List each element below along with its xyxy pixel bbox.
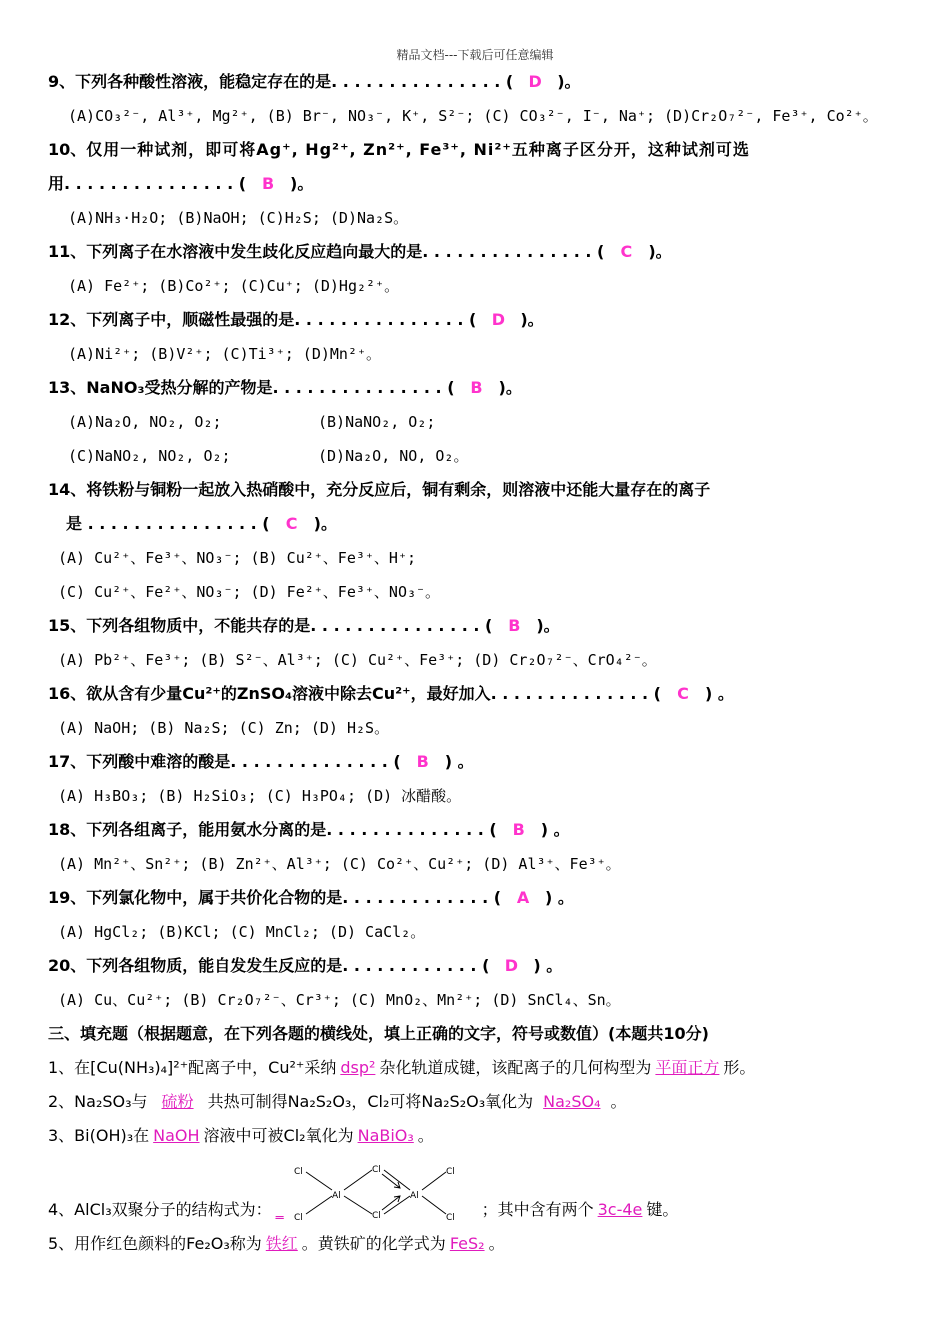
question-stem: 下列各组离子，能用氨水分离的是. . . . . . . . . . . . . . ( (86, 820, 497, 839)
fill-pre: 1、在[Cu(NH₃)₄]²⁺配离子中，Cu²⁺采纳 (48, 1058, 337, 1077)
fill-pre: 2、Na₂SO₃与 (48, 1092, 148, 1111)
question-tail: ) 。 (704, 684, 734, 703)
question-stem: 下列离子中，顺磁性最强的是. . . . . . . . . . . . . . . ( (86, 310, 477, 329)
options: (A)Ni²⁺; (B)V²⁺; (C)Ti³⁺; (D)Mn²⁺。 (68, 345, 382, 363)
al2cl6-structure-diagram (290, 1162, 480, 1226)
question-tail: )。 (536, 616, 560, 635)
question-12 (48, 310, 908, 330)
question-number: 16、 (48, 684, 87, 703)
answer-letter: B (512, 820, 525, 839)
question-10 (48, 140, 908, 160)
question-number: 19、 (48, 888, 87, 907)
question-tail: ) 。 (533, 956, 563, 975)
atom-label: Al (409, 1191, 419, 1201)
fill-blank: Na₂SO₄ (543, 1092, 601, 1111)
fill-blank: 硫粉 (161, 1092, 194, 1111)
answer-letter: D (528, 72, 542, 91)
answer-letter: C (620, 242, 633, 261)
answer-letter: B (416, 752, 429, 771)
fill-pre: 3、Bi(OH)₃在 (48, 1126, 150, 1145)
fill-post: 。 (488, 1234, 505, 1253)
options-row (68, 446, 908, 466)
question-tail: )。 (290, 174, 314, 193)
page-header: 精品文档---下载后可任意编辑 (396, 48, 554, 62)
question-9 (48, 72, 908, 92)
fill-blank: NaOH (153, 1126, 200, 1145)
question-number: 10、 (48, 140, 87, 159)
option-b: (B)NaNO₂, O₂; (318, 413, 436, 431)
fill-blank: NaBiO₃ (357, 1126, 414, 1145)
question-stem: 下列各种酸性溶液，能稳定存在的是. . . . . . . . . . . . . . . ( (75, 72, 514, 91)
question-number: 18、 (48, 820, 87, 839)
options: (A)NH₃·H₂O; (B)NaOH; (C)H₂S; (D)Na₂S。 (68, 209, 409, 227)
answer-letter: B (508, 616, 521, 635)
option-a: (A)Na₂O, NO₂, O₂; (68, 413, 222, 431)
fill-blank: 铁红 (265, 1234, 298, 1253)
option-c: (C)NaNO₂, NO₂, O₂; (68, 447, 231, 465)
question-stem: 下列各组物质，能自发发生反应的是. . . . . . . . . . . . ( (86, 956, 490, 975)
options: (A) HgCl₂; (B)KCl; (C) MnCl₂; (D) CaCl₂。 (58, 923, 426, 941)
question-tail: )。 (498, 378, 522, 397)
question-10-cont (48, 174, 908, 194)
question-number: 20、 (48, 956, 87, 975)
question-stem: 下列离子在水溶液中发生歧化反应趋向最大的是. . . . . . . . . . . . . . . ( (86, 242, 605, 261)
options: (A) H₃BO₃; (B) H₂SiO₃; (C) H₃PO₄; (D) 冰醋酸。 (58, 787, 462, 805)
fill-item-4 (48, 1160, 908, 1223)
options: (A) NaOH; (B) Na₂S; (C) Zn; (D) H₂S。 (58, 719, 390, 737)
fill-mid: ；其中含有两个 (481, 1200, 594, 1219)
question-13 (48, 378, 908, 398)
answer-letter: B (261, 174, 275, 193)
question-tail: )。 (313, 514, 337, 533)
fill-mid: 。黄铁矿的化学式为 (301, 1234, 446, 1253)
fill-item-5 (48, 1234, 908, 1254)
fill-item-2 (48, 1092, 908, 1112)
fill-blank: _ (275, 1200, 284, 1219)
question-stem: 下列酸中难溶的酸是. . . . . . . . . . . . . . ( (86, 752, 401, 771)
options: (A)CO₃²⁻, Al³⁺, Mg²⁺, (B) Br⁻, NO₃⁻, K⁺, S²⁻; (C) CO₃²⁻, I⁻, Na⁺; (D)Cr₂O₇²⁻, Fe³⁺, Co²⁺。 (68, 107, 878, 125)
question-stem-cont: 用. . . . . . . . . . . . . . . ( (48, 174, 247, 193)
fill-blank: FeS₂ (449, 1234, 485, 1253)
options: (A) Fe²⁺; (B)Co²⁺; (C)Cu⁺; (D)Hg₂²⁺。 (68, 277, 400, 295)
atom-label: Al (331, 1191, 341, 1201)
fill-blank: 平面正方 (655, 1058, 720, 1077)
options: (A) Pb²⁺、Fe³⁺; (B) S²⁻、Al³⁺; (C) Cu²⁺、Fe³⁺; (D) Cr₂O₇²⁻、CrO₄²⁻。 (58, 651, 657, 669)
atom-label: Cl (445, 1213, 455, 1223)
question-20 (48, 956, 908, 976)
atom-label: Cl (371, 1165, 381, 1175)
question-tail: )。 (648, 242, 672, 261)
question-number: 9、 (48, 72, 76, 91)
question-15 (48, 616, 908, 636)
question-14 (48, 480, 908, 500)
question-11 (48, 242, 908, 262)
atom-label: Cl (371, 1211, 381, 1221)
fill-mid: 溶液中可被Cl₂氧化为 (203, 1126, 354, 1145)
question-number: 12、 (48, 310, 87, 329)
question-17 (48, 752, 908, 772)
fill-post: 键。 (646, 1200, 679, 1219)
question-stem-cont: 是 . . . . . . . . . . . . . . . ( (66, 514, 270, 533)
options: (C) Cu²⁺、Fe²⁺、NO₃⁻; (D) Fe²⁺、Fe³⁺、NO₃⁻。 (58, 583, 441, 601)
question-stem: 仅用一种试剂，即可将Ag⁺, Hg²⁺, Zn²⁺, Fe³⁺, Ni²⁺五种离子区分开，这种试剂可选 (86, 140, 750, 159)
fill-pre: 5、用作红色颜料的Fe₂O₃称为 (48, 1234, 262, 1253)
fill-item-1 (48, 1058, 908, 1078)
question-18 (48, 820, 908, 840)
atom-label: Cl (445, 1167, 455, 1177)
question-number: 17、 (48, 752, 87, 771)
fill-mid: 共热可制得Na₂S₂O₃，Cl₂可将Na₂S₂O₃氧化为 (207, 1092, 534, 1111)
question-stem: 下列各组物质中，不能共存的是. . . . . . . . . . . . . . . ( (86, 616, 493, 635)
question-19 (48, 888, 908, 908)
fill-blank: dsp² (340, 1058, 376, 1077)
question-number: 14、 (48, 480, 87, 499)
question-stem: 下列氯化物中，属于共价化合物的是. . . . . . . . . . . . . ( (86, 888, 502, 907)
fill-post: 形。 (723, 1058, 756, 1077)
question-tail: ) 。 (545, 888, 574, 907)
question-number: 11、 (48, 242, 87, 261)
document-body (48, 72, 908, 1268)
question-14-cont (66, 514, 908, 534)
fill-blank: 3c-4e (597, 1200, 643, 1219)
fill-item-3 (48, 1126, 908, 1146)
fill-post: 。 (610, 1092, 627, 1111)
answer-letter: D (504, 956, 519, 975)
question-tail: )。 (520, 310, 544, 329)
fill-post: 。 (417, 1126, 434, 1145)
fill-pre: 4、AlCl₃双聚分子的结构式为： (48, 1200, 272, 1219)
answer-letter: A (516, 888, 530, 907)
atom-label: Cl (293, 1213, 303, 1223)
question-number: 13、 (48, 378, 87, 397)
option-d: (D)Na₂O, NO, O₂。 (318, 447, 469, 465)
options: (A) Cu、Cu²⁺; (B) Cr₂O₇²⁻、Cr³⁺; (C) MnO₂、Mn²⁺; (D) SnCl₄、Sn。 (58, 991, 621, 1009)
question-number: 15、 (48, 616, 87, 635)
options-row (68, 412, 908, 432)
answer-letter: D (491, 310, 505, 329)
question-tail: ) 。 (540, 820, 570, 839)
question-stem: 欲从含有少量Cu²⁺的ZnSO₄溶液中除去Cu²⁺，最好加入. . . . . . . . . . . . . . ( (86, 684, 661, 703)
question-stem: NaNO₃受热分解的产物是. . . . . . . . . . . . . . . ( (86, 378, 455, 397)
answer-letter: C (285, 514, 298, 533)
section-title: 三、填充题（根据题意，在下列各题的横线处，填上正确的文字，符号或数值）(本题共10分) (48, 1024, 709, 1043)
answer-letter: B (470, 378, 483, 397)
options: (A) Mn²⁺、Sn²⁺; (B) Zn²⁺、Al³⁺; (C) Co²⁺、Cu²⁺; (D) Al³⁺、Fe³⁺。 (58, 855, 621, 873)
question-tail: ) 。 (444, 752, 474, 771)
fill-mid: 杂化轨道成键，该配离子的几何构型为 (379, 1058, 652, 1077)
question-16 (48, 684, 908, 704)
atom-label: Cl (293, 1167, 303, 1177)
question-tail: )。 (557, 72, 581, 91)
options: (A) Cu²⁺、Fe³⁺、NO₃⁻; (B) Cu²⁺、Fe³⁺、H⁺; (58, 549, 417, 567)
question-stem: 将铁粉与铜粉一起放入热硝酸中，充分反应后，铜有剩余，则溶液中还能大量存在的离子 (86, 480, 711, 499)
answer-letter: C (677, 684, 689, 703)
